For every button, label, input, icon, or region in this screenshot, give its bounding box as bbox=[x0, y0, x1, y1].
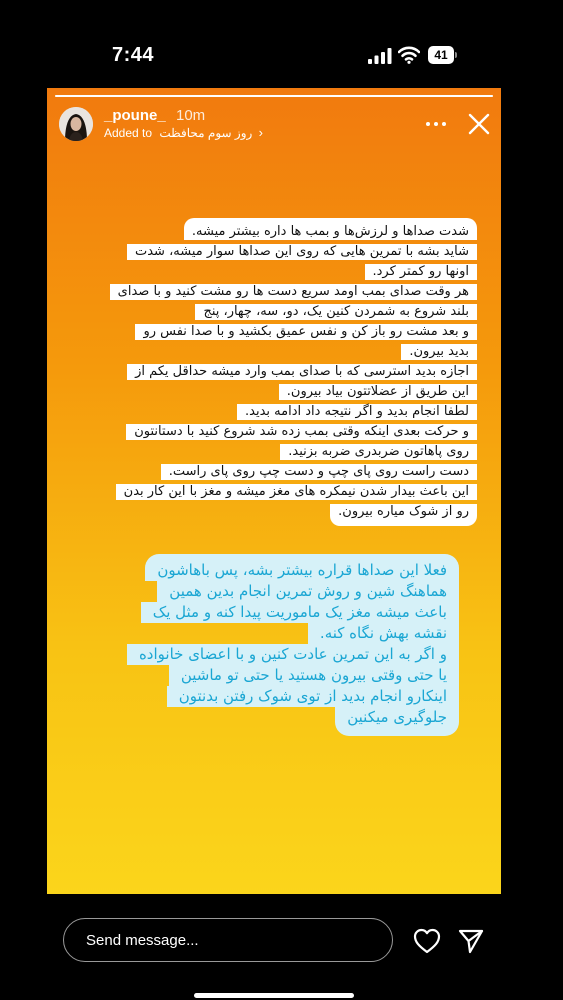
highlight-link[interactable] bbox=[104, 125, 263, 140]
more-icon[interactable] bbox=[425, 114, 447, 134]
white-text-line bbox=[67, 300, 477, 320]
blue-text-line bbox=[75, 686, 459, 707]
white-text-line-text: اونها رو کمتر کرد. bbox=[365, 264, 478, 280]
signal-icon bbox=[368, 48, 392, 64]
white-text-line-text: بلند شروع به شمردن کنین یک، دو، سه، چهار، پنج bbox=[195, 304, 477, 320]
blue-text-line bbox=[75, 665, 459, 686]
white-text-line bbox=[67, 420, 477, 440]
wifi-icon bbox=[398, 46, 420, 64]
battery-level: 41 bbox=[428, 46, 454, 64]
blue-text-line-text: یا حتی وقتی بیرون هستید یا حتی تو ماشین bbox=[169, 665, 459, 686]
blue-text-line-text: اینکارو انجام بدید از توی شوک رفتن بدنتون bbox=[167, 686, 459, 707]
white-text-line bbox=[67, 480, 477, 500]
story-username[interactable]: _poune_ bbox=[104, 107, 166, 124]
white-text-line-text: هر وقت صدای بمب اومد سریع دست ها رو مشت کنید و با صدای bbox=[110, 284, 477, 300]
white-text-line bbox=[67, 380, 477, 400]
blue-text-line-text: فعلا این صداها قراره بیشتر بشه، پس باهاشون bbox=[145, 554, 459, 581]
highlight-name: روز سوم محافظت bbox=[159, 126, 253, 140]
white-text-line bbox=[67, 320, 477, 340]
battery-indicator bbox=[428, 46, 458, 64]
white-text-line bbox=[67, 260, 477, 280]
white-text-line-text: و بعد مشت رو باز کن و نفس عمیق بکشید و با صدا نفس رو bbox=[135, 324, 477, 340]
white-text-line-text: اجازه بدید استرسی که با صدای بمب وارد میشه حداقل یکم از bbox=[127, 364, 477, 380]
white-text-line bbox=[67, 240, 477, 260]
blue-text-line bbox=[75, 554, 459, 581]
white-text-line-text: بدید بیرون. bbox=[401, 344, 477, 360]
white-text-line bbox=[67, 218, 477, 240]
story-progress-fill bbox=[55, 95, 493, 97]
close-icon[interactable] bbox=[467, 112, 491, 136]
home-indicator[interactable] bbox=[194, 993, 354, 998]
status-bar bbox=[0, 40, 563, 74]
blue-text-line-text: نقشه بهش نگاه کنه. bbox=[308, 623, 459, 644]
white-text-line-text: این باعث بیدار شدن نیمکره های مغز میشه و مغز با این کار بدن bbox=[116, 484, 477, 500]
blue-text-line-text: هماهنگ شین و روش تمرین انجام بدین همین bbox=[157, 581, 459, 602]
blue-text-line bbox=[75, 707, 459, 736]
white-text-line-text: روی پاهاتون ضربدری ضربه بزنید. bbox=[280, 444, 477, 460]
blue-text-line-text: جلوگیری میکنین bbox=[335, 707, 459, 736]
white-text-line bbox=[67, 460, 477, 480]
white-text-line bbox=[67, 400, 477, 420]
story-progress-bar bbox=[55, 95, 493, 97]
white-text-line-text: رو از شوک میاره بیرون. bbox=[330, 504, 477, 526]
white-text-line-text: شاید بشه با تمرین هایی که روی این صداها سوار میشه، شدت bbox=[127, 244, 477, 260]
heart-icon[interactable] bbox=[413, 928, 441, 954]
story-text-white bbox=[67, 218, 477, 526]
white-text-line-text: و حرکت بعدی اینکه وقتی بمب زده شد شروع کنید با دستانتون bbox=[126, 424, 477, 440]
blue-text-line bbox=[75, 644, 459, 665]
blue-text-line bbox=[75, 602, 459, 623]
battery-cap bbox=[455, 52, 457, 58]
story-text-blue bbox=[75, 554, 459, 736]
blue-text-line-text: باعث میشه مغز یک ماموریت پیدا کنه و مثل یک bbox=[141, 602, 459, 623]
white-text-line bbox=[67, 500, 477, 526]
avatar-image bbox=[59, 107, 93, 141]
status-time: 7:44 bbox=[112, 44, 155, 66]
send-message-input[interactable] bbox=[63, 918, 393, 962]
white-text-line bbox=[67, 340, 477, 360]
story-time-ago: 10m bbox=[176, 107, 206, 124]
white-text-line-text: لطفا انجام بدید و اگر نتیجه داد ادامه بدید. bbox=[237, 404, 477, 420]
white-text-line bbox=[67, 440, 477, 460]
white-text-line bbox=[67, 280, 477, 300]
story-frame[interactable] bbox=[47, 88, 501, 894]
blue-text-line bbox=[75, 623, 459, 644]
white-text-line-text: این طریق از عضلاتتون بیاد بیرون. bbox=[279, 384, 477, 400]
send-icon[interactable] bbox=[458, 928, 484, 954]
white-text-line bbox=[67, 360, 477, 380]
blue-text-line bbox=[75, 581, 459, 602]
avatar[interactable] bbox=[59, 107, 93, 141]
chevron-right-icon: › bbox=[258, 125, 264, 140]
blue-text-line-text: و اگر به این تمرین عادت کنین و با اعضای خانواده bbox=[127, 644, 459, 665]
white-text-line-text: شدت صداها و لرزش‌ها و بمب ها داره بیشتر میشه. bbox=[184, 218, 477, 240]
white-text-line-text: دست راست روی پای چپ و دست چپ روی پای راست. bbox=[161, 464, 477, 480]
added-to-label: Added to bbox=[104, 126, 153, 140]
